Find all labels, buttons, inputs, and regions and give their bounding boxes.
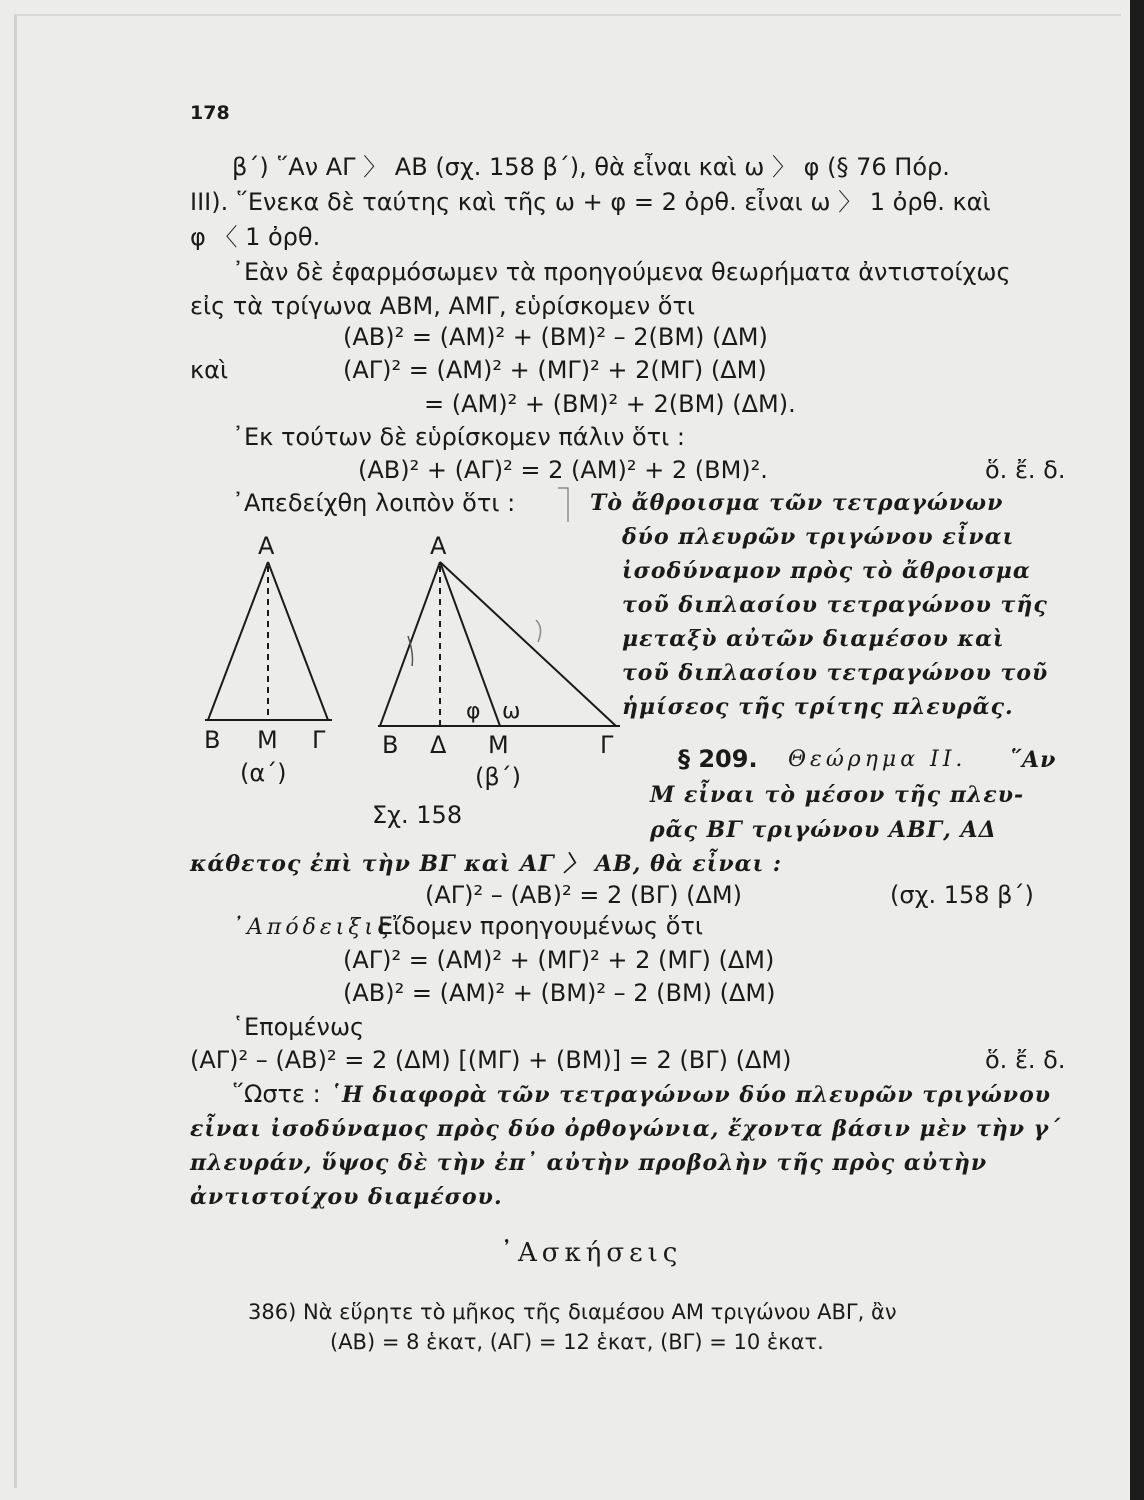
text-line: III). ῞Ενεκα δὲ ταύτης καὶ τῆς ω + φ = 2 ὀρθ. εἶναι ω 〉 1 ὀρθ. καὶ xyxy=(190,188,991,216)
qed-mark: ὅ. ἔ. δ. xyxy=(985,1046,1066,1074)
theorem-line: ἡμίσεος τῆς τρίτης πλευρᾶς. xyxy=(622,694,1014,720)
triangle-a-side-ab xyxy=(208,562,268,720)
text-line: ῾Επομένως xyxy=(232,1013,365,1041)
equation: (ΑΓ)² = (ΑΜ)² + (ΜΓ)² + 2(ΜΓ) (ΔΜ) xyxy=(343,356,767,384)
section-title: Θεώρημα II. xyxy=(788,747,967,772)
vertex-label: Δ xyxy=(430,731,447,759)
theorem-line: τοῦ διπλασίου τετραγώνου τῆς xyxy=(622,592,1048,618)
vertex-label: Α xyxy=(258,532,275,560)
equation: (ΑΒ)² = (ΑΜ)² + (ΒΜ)² – 2(ΒΜ) (ΔΜ) xyxy=(343,323,768,351)
vertex-label: Μ xyxy=(257,726,278,754)
theorem-line: ρᾶς ΒΓ τριγώνου ΑΒΓ, ΑΔ xyxy=(650,817,997,843)
text-line: Εἴδομεν προηγουμένως ὅτι xyxy=(378,912,703,940)
figure-caption-a: (α΄) xyxy=(240,759,287,787)
theorem-line: εἶναι ἰσοδύναμος πρὸς δύο ὀρθογώνια, ἔχοντα βάσιν μὲν τὴν γ΄ xyxy=(190,1116,1062,1142)
theorem-line: ἀντιστοίχου διαμέσου. xyxy=(190,1184,503,1210)
text-line: ᾿Εκ τούτων δὲ εὑρίσκομεν πάλιν ὅτι : xyxy=(232,423,685,451)
theorem-line: μεταξὺ αὐτῶν διαμέσου καὶ xyxy=(622,626,1005,652)
theorem-line: Τὸ ἄθροισμα τῶν τετραγώνων xyxy=(590,490,1004,516)
theorem-line: ῞Αν xyxy=(1010,747,1057,773)
vertex-label: Β xyxy=(204,726,221,754)
triangle-a-side-ag xyxy=(268,562,328,720)
theorem-line: ῾Η διαφορὰ τῶν τετραγώνων δύο πλευρῶν τριγώνου xyxy=(330,1082,1052,1108)
exercise-line: 386) Νὰ εὕρητε τὸ μῆκος τῆς διαμέσου ΑΜ τριγώνου ΑΒΓ, ἂν xyxy=(248,1300,897,1324)
pencil-mark xyxy=(536,620,541,642)
equation: (ΑΒ)² + (ΑΓ)² = 2 (ΑΜ)² + 2 (ΒΜ)². xyxy=(358,456,768,484)
figure-caption-b: (β΄) xyxy=(475,763,522,791)
qed-mark: ὅ. ἔ. δ. xyxy=(985,456,1066,484)
text-line: εἰς τὰ τρίγωνα ΑΒΜ, ΑΜΓ, εὑρίσκομεν ὅτι xyxy=(190,292,696,320)
exercise-line: (ΑΒ) = 8 ἑκατ, (ΑΓ) = 12 ἑκατ, (ΒΓ) = 10 ἑκατ. xyxy=(330,1330,824,1354)
page-number: 178 xyxy=(190,102,230,124)
equation-reference: (σχ. 158 β΄) xyxy=(890,881,1034,909)
theorem-line: κάθετος ἐπὶ τὴν ΒΓ καὶ ΑΓ 〉 ΑΒ, θὰ εἶναι : xyxy=(190,851,782,877)
angle-label: ω xyxy=(502,699,521,724)
vertex-label: Μ xyxy=(488,731,509,759)
text-line: ῞Ωστε : xyxy=(232,1080,321,1108)
theorem-line: τοῦ διπλασίου τετραγώνου τοῦ xyxy=(622,660,1049,686)
theorem-line: Μ εἶναι τὸ μέσον τῆς πλευ- xyxy=(650,782,1025,808)
exercises-title: ᾿Ασκήσεις xyxy=(500,1238,683,1268)
vertex-label: Α xyxy=(430,532,447,560)
vertex-label: Β xyxy=(382,731,399,759)
equation: (ΑΒ)² = (ΑΜ)² + (ΒΜ)² – 2 (ΒΜ) (ΔΜ) xyxy=(343,979,776,1007)
equation: (ΑΓ)² = (ΑΜ)² + (ΜΓ)² + 2 (ΜΓ) (ΔΜ) xyxy=(343,946,775,974)
equation: = (ΑΜ)² + (ΒΜ)² + 2(ΒΜ) (ΔΜ). xyxy=(424,390,796,418)
vertex-label: Γ xyxy=(600,731,614,759)
text-line: φ 〈 1 ὀρθ. xyxy=(190,223,321,251)
text-line: καὶ xyxy=(190,356,229,384)
text-line: ᾿Απεδείχθη λοιπὸν ὅτι : xyxy=(232,489,516,517)
theorem-line: ἰσοδύναμον πρὸς τὸ ἄθροισμα xyxy=(622,558,1031,584)
text-line: ᾿Εὰν δὲ ἐφαρμόσωμεν τὰ προηγούμενα θεωρήματα ἀντιστοίχως xyxy=(232,258,1011,286)
text-line: β΄) ῞Αν ΑΓ 〉 ΑΒ (σχ. 158 β΄), θὰ εἶναι καὶ ω 〉 φ (§ 76 Πόρ. xyxy=(232,153,950,181)
angle-label: φ xyxy=(466,699,481,724)
vertex-label: Γ xyxy=(312,726,326,754)
theorem-line: δύο πλευρῶν τριγώνου εἶναι xyxy=(622,524,1015,550)
section-number: § 209. xyxy=(678,745,758,773)
proof-label: ᾿Απόδειξις. xyxy=(232,915,405,940)
pencil-mark xyxy=(558,488,568,522)
figure-caption: Σχ. 158 xyxy=(372,801,463,829)
theorem-line: πλευράν, ὕψος δὲ τὴν ἐπ᾿ αὐτὴν προβολὴν τῆς πρὸς αὐτὴν xyxy=(190,1150,988,1176)
equation: (ΑΓ)² – (ΑΒ)² = 2 (ΒΓ) (ΔΜ) xyxy=(425,881,742,909)
equation: (ΑΓ)² – (ΑΒ)² = 2 (ΔΜ) [(ΜΓ) + (ΒΜ)] = 2 (ΒΓ) (ΔΜ) xyxy=(190,1046,792,1074)
